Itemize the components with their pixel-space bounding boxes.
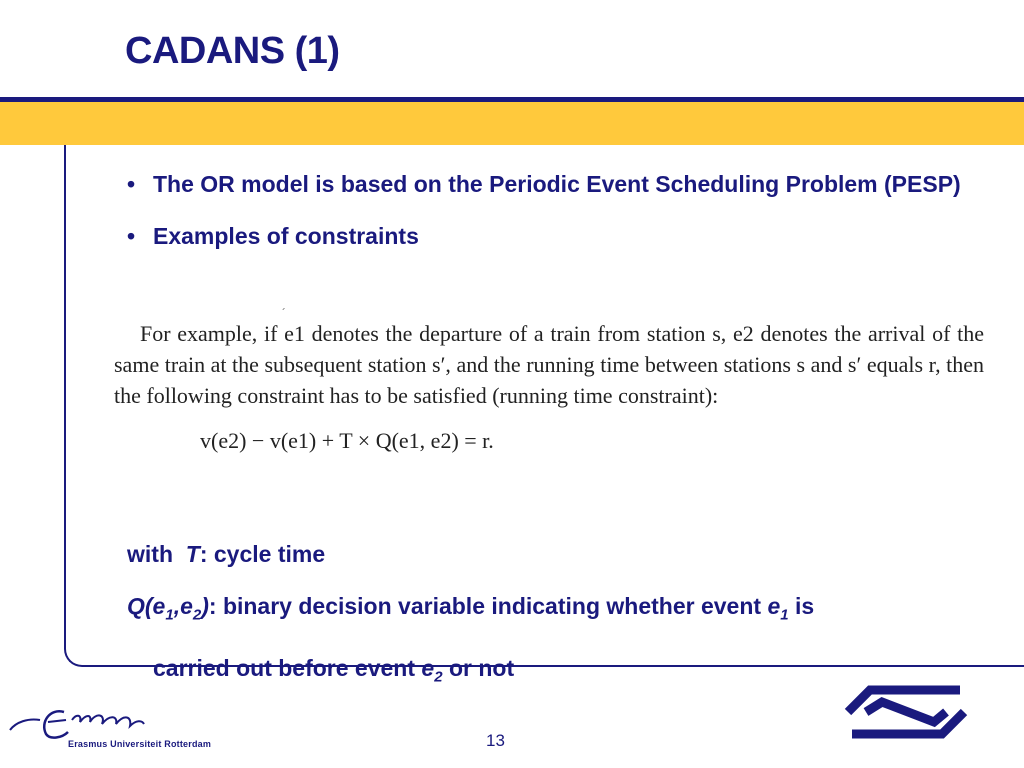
erasmus-caption: Erasmus Universiteit Rotterdam xyxy=(68,739,212,749)
with-label: with xyxy=(127,541,173,567)
Q-line2-e: e xyxy=(421,654,435,681)
bullet-list xyxy=(127,158,967,262)
page-number: 13 xyxy=(486,731,505,750)
T-symbol: T xyxy=(185,541,200,567)
excerpt-image xyxy=(114,318,984,456)
bullet-dot-icon: • xyxy=(127,171,136,197)
bullet-item xyxy=(127,210,967,262)
bullet-text: The OR model is based on the Periodic Event Scheduling Problem (PESP) xyxy=(153,171,961,197)
yellow-band xyxy=(0,102,1024,145)
Q-close: ) xyxy=(201,593,209,619)
definition-Q xyxy=(127,580,1007,642)
Q-line2-sub: 2 xyxy=(434,668,443,686)
bullet-dot-icon: • xyxy=(127,223,136,249)
Q-is: is xyxy=(788,593,815,619)
Q-description: : binary decision variable indicating whether event xyxy=(208,593,768,619)
definition-T xyxy=(127,528,1007,580)
definitions xyxy=(127,528,1007,703)
bullet-text: Examples of constraints xyxy=(153,223,419,249)
Q-sub1: 1 xyxy=(165,606,174,624)
excerpt-equation: v(e2) − v(e1) + T × Q(e1, e2) = r. xyxy=(200,428,494,453)
Q-e: e xyxy=(767,593,781,619)
ns-logo-icon xyxy=(842,684,970,740)
excerpt-paragraph: For example, if e1 denotes the departure of a train from station s, e2 denotes the arrival of the same train at the subsequent station s′, and the running time between stations s and s′ equals r, then the following constraint has to be satisfied (running time constraint): xyxy=(114,321,984,408)
Q-line2-b: or not xyxy=(442,654,515,681)
Q-symbol: Q(e xyxy=(127,593,166,619)
Q-mid: ,e xyxy=(173,593,193,619)
bullet-item xyxy=(127,158,967,210)
scan-artifact-mark: ´ xyxy=(282,306,286,320)
Q-line2-a: carried out before event xyxy=(153,654,422,681)
Q-sub2: 2 xyxy=(192,606,202,624)
T-description: : cycle time xyxy=(199,541,326,567)
slide-title: CADANS (1) xyxy=(125,30,340,72)
Q-e-sub: 1 xyxy=(780,606,789,624)
